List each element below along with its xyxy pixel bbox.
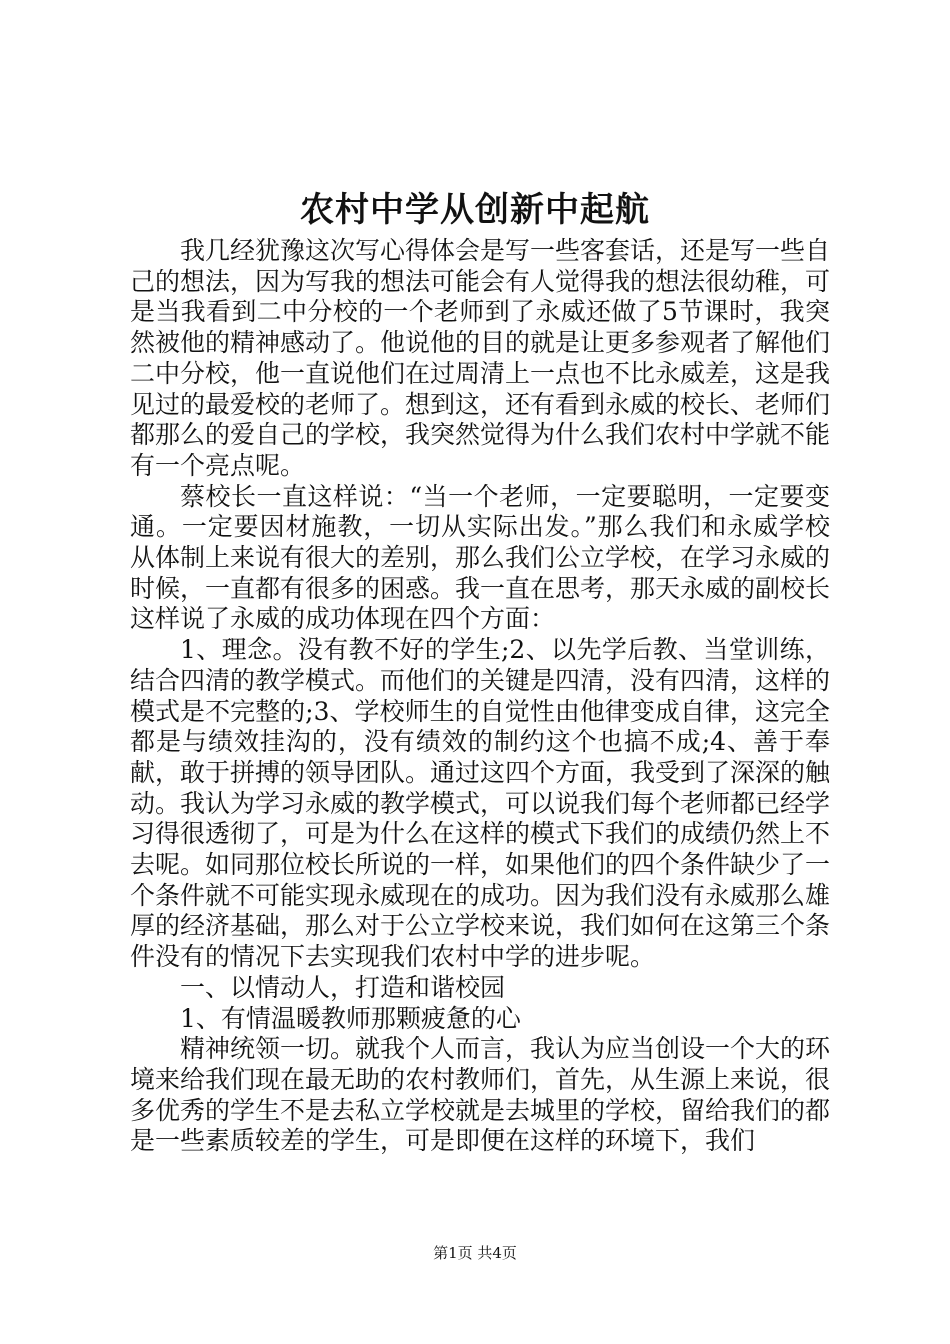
paragraph-1: 我几经犹豫这次写心得体会是写一些客套话，还是写一些自己的想法，因为写我的想法可能会有人觉得我的想法很幼稚，可是当我看到二中分校的一个老师到了永威还做了5节课时，我突然被他的精神感动了。他说他的目的就是让更多参观者了解他们二中分校，他一直说他们在过周清上一点也不比永威差，这是我见过的最爱校的老师了。想到这，还有看到永威的校长、老师们都那么的爱自己的学校，我突然觉得为什么我们农村中学就不能有一个亮点呢。 bbox=[130, 236, 831, 480]
page-footer: 第1页 共4页 bbox=[433, 1244, 517, 1262]
document-body bbox=[130, 236, 830, 1157]
subsection-heading-1: 1、有情温暖教师那颗疲惫的心 bbox=[180, 1003, 521, 1033]
paragraph-3: 1、理念。没有教不好的学生;2、以先学后教、当堂训练，结合四清的教学模式。而他们的关键是四清，没有四清，这样的模式是不完整的;3、学校师生的自觉性由他律变成自律，这完全都是与绩效挂沟的，没有绩效的制约这个也搞不成;4、善于奉献，敢于拼搏的领导团队。通过这四个方面，我受到了深深的触动。我认为学习永威的教学模式，可以说我们每个老师都已经学习得很透彻了，可是为什么在这样的模式下我们的成绩仍然上不去呢。如同那位校长所说的一样，如果他们的四个条件缺少了一个条件就不可能实现永威现在的成功。因为我们没有永威那么雄厚的经济基础，那么对于公立学校来说，我们如何在这第三个条件没有的情况下去实现我们农村中学的进步呢。 bbox=[130, 635, 831, 972]
paragraph-2: 蔡校长一直这样说：“当一个老师，一定要聪明，一定要变通。一定要因材施教，一切从实际出发。”那么我们和永威学校从体制上来说有很大的差别，那么我们公立学校，在学习永威的时候，一直都有很多的困惑。我一直在思考，那天永威的副校长这样说了永威的成功体现在四个方面： bbox=[130, 481, 831, 634]
section-heading-1: 一、以情动人，打造和谐校园 bbox=[180, 972, 506, 1002]
paragraph-4: 精神统领一切。就我个人而言，我认为应当创设一个大的环境来给我们现在最无助的农村教师们，首先，从生源上来说，很多优秀的学生不是去私立学校就是去城里的学校，留给我们的都是一些素质较差的学生，可是即便在这样的环境下，我们 bbox=[130, 1034, 831, 1156]
page-title: 农村中学从创新中起航 bbox=[300, 190, 650, 230]
